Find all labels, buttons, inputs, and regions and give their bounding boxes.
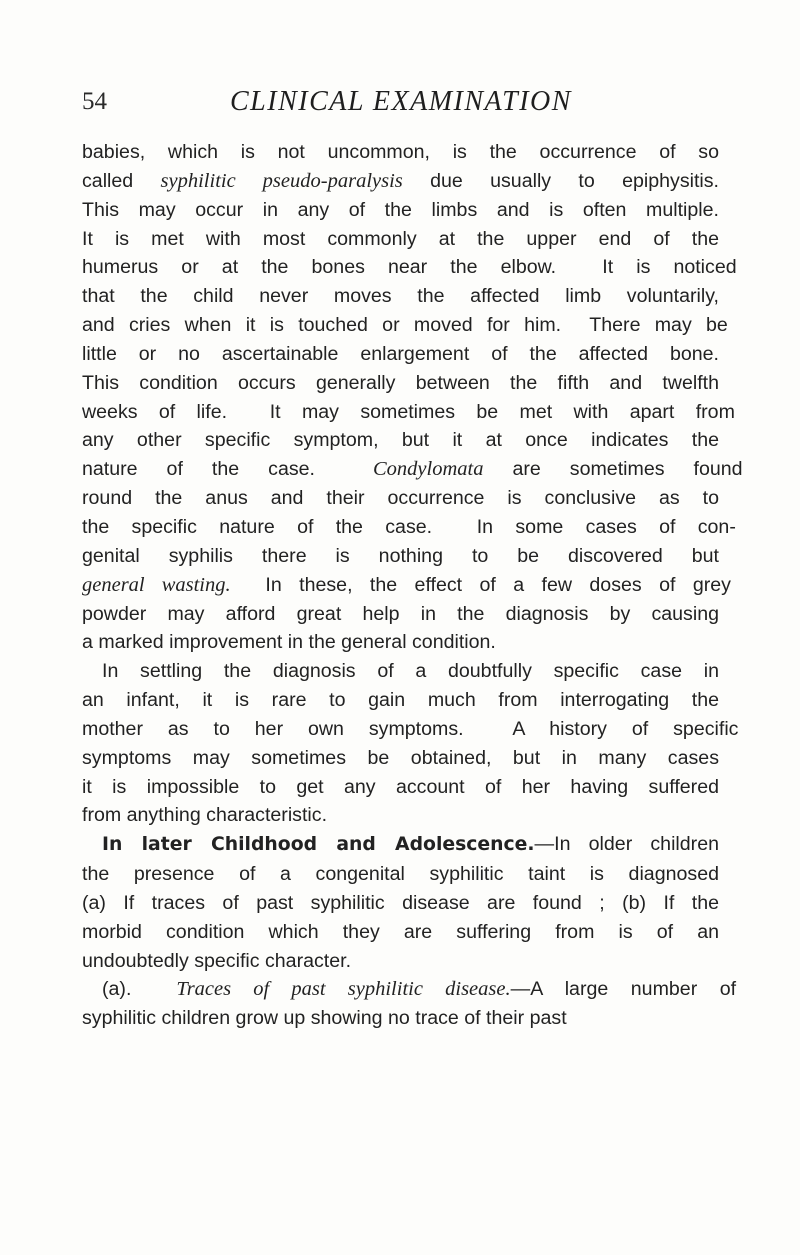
text-run: that the child never moves the affected limb voluntarily, — [82, 285, 719, 308]
text-line — [82, 138, 719, 167]
text-line — [82, 773, 719, 802]
text-run: mother as to her own symptoms. A history of specific — [82, 717, 739, 740]
text-run: morbid condition which they are suffering from is of an — [82, 920, 719, 943]
body-text — [82, 138, 743, 1033]
text-line — [82, 686, 719, 715]
text-run: undoubtedly specific character. — [82, 949, 352, 972]
text-line — [82, 282, 719, 311]
text-line — [82, 455, 743, 484]
text-run: (a) If traces of past syphilitic disease are found ; (b) If the — [82, 891, 719, 914]
text-run: —A large number of — [510, 978, 737, 1001]
text-run: (a). — [102, 978, 177, 1001]
text-line — [82, 225, 719, 254]
text-line — [82, 311, 728, 340]
text-run: nature of the case. — [82, 458, 373, 481]
text-run: a marked improvement in the general condition. — [82, 631, 496, 654]
text-line — [82, 801, 719, 830]
text-run: weeks of life. It may sometimes be met with apart from — [82, 400, 735, 423]
text-run: any other specific symptom, but it at once indicates the — [82, 429, 719, 452]
section-heading: In later Childhood and Adolescence. — [102, 834, 535, 856]
text-run: the specific nature of the case. In some cases of con- — [82, 515, 736, 538]
text-line — [82, 167, 719, 196]
text-run: syphilitic children grow up showing no trace of their past — [82, 1007, 567, 1030]
text-line — [82, 484, 719, 513]
text-run: This condition occurs generally between the fifth and twelfth — [82, 371, 719, 394]
text-run: In these, the effect of a few doses of grey — [230, 573, 731, 596]
text-line — [82, 340, 719, 369]
text-run: This may occur in any of the limbs and is often multiple. — [82, 198, 719, 221]
text-line — [82, 715, 739, 744]
text-line — [82, 253, 737, 282]
italic-term: general wasting. — [82, 573, 231, 596]
text-run: genital syphilis there is nothing to be discovered but — [82, 544, 719, 567]
text-line — [82, 628, 719, 657]
text-run: It is met with most commonly at the upper end of the — [82, 227, 719, 250]
text-run: symptoms may sometimes be obtained, but in many cases — [82, 746, 719, 769]
text-line — [82, 398, 735, 427]
text-run: it is impossible to get any account of her having suffered — [82, 775, 719, 798]
text-line — [82, 196, 719, 225]
text-run: due usually to epiphysitis. — [402, 169, 720, 192]
text-line — [82, 947, 719, 976]
text-run: little or no ascertainable enlargement of the affected bone. — [82, 342, 719, 365]
text-line — [82, 918, 719, 947]
text-line — [82, 830, 719, 860]
text-run: powder may afford great help in the diagnosis by causing — [82, 602, 719, 625]
text-run: —In older children — [534, 833, 719, 856]
italic-term: Traces of past syphilitic disease. — [176, 978, 511, 1001]
text-run: called — [82, 169, 161, 192]
text-run: are sometimes found — [483, 458, 743, 481]
running-title: CLINICAL EXAMINATION — [230, 86, 572, 117]
text-line — [82, 975, 737, 1004]
text-line — [82, 513, 736, 542]
text-run: In settling the diagnosis of a doubtfully specific case in — [102, 660, 719, 683]
text-line — [82, 426, 719, 455]
text-run: humerus or at the bones near the elbow. It is noticed — [82, 256, 737, 279]
text-run: and cries when it is touched or moved for him. There may be — [82, 314, 728, 337]
text-line — [82, 860, 719, 889]
page-number: 54 — [82, 88, 107, 115]
text-line — [82, 1004, 719, 1033]
page-header — [82, 86, 717, 126]
text-run: the presence of a congenital syphilitic taint is diagnosed — [82, 863, 719, 886]
text-line — [82, 571, 731, 600]
text-run: an infant, it is rare to gain much from interrogating the — [82, 689, 719, 712]
text-line — [82, 542, 719, 571]
text-line — [82, 744, 719, 773]
text-line — [82, 657, 719, 686]
text-run: round the anus and their occurrence is conclusive as to — [82, 487, 719, 510]
text-line — [82, 889, 719, 918]
text-line — [82, 600, 719, 629]
text-line — [82, 369, 719, 398]
italic-term: Condylomata — [373, 458, 484, 481]
italic-term: syphilitic pseudo-paralysis — [160, 169, 403, 192]
text-run: from anything characteristic. — [82, 804, 328, 827]
text-run: babies, which is not uncommon, is the occurrence of so — [82, 141, 719, 163]
